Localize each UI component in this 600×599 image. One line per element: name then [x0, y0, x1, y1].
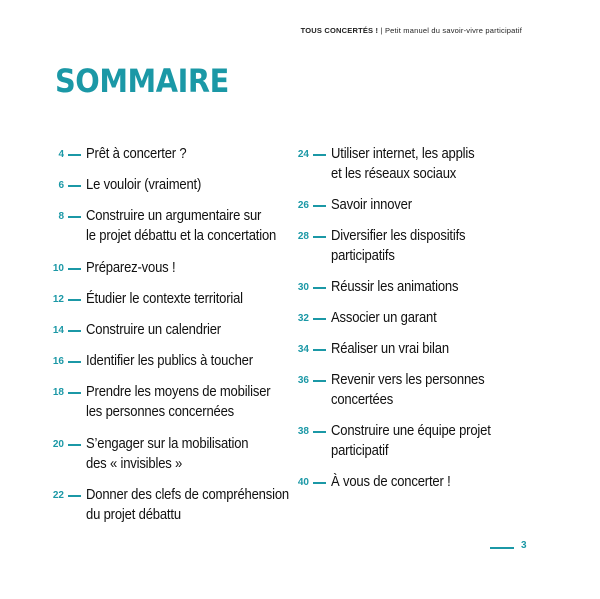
- toc-entry-line: Construire un calendrier: [86, 322, 221, 338]
- toc-page-number: 26: [297, 200, 309, 211]
- toc-entry-line: Étudier le contexte territorial: [86, 291, 243, 307]
- toc-dash: [313, 482, 326, 484]
- toc-dash: [68, 154, 81, 156]
- page-number: 3: [521, 540, 527, 551]
- toc-entry[interactable]: [45, 382, 291, 422]
- toc-entry-line: Réussir les animations: [331, 279, 459, 295]
- toc-entry-title: [86, 206, 276, 246]
- toc-dash: [68, 268, 81, 270]
- toc-page-number: 22: [52, 490, 64, 501]
- toc-entry[interactable]: [45, 175, 214, 195]
- toc-entry-title: [86, 320, 221, 340]
- toc-entry-line: participatifs: [331, 248, 395, 264]
- toc-entry-title: [86, 434, 248, 474]
- toc-entry-title: [331, 144, 474, 184]
- toc-entry-line: et les réseaux sociaux: [331, 166, 457, 182]
- toc-entry-line: concertées: [331, 392, 394, 408]
- toc-entry[interactable]: [290, 472, 464, 492]
- toc-entry-title: [331, 339, 449, 359]
- toc-dash: [68, 392, 81, 394]
- toc-dash: [68, 330, 81, 332]
- toc-entry-title: [331, 226, 465, 266]
- toc-entry-title: [86, 382, 270, 422]
- toc-page-number: 30: [297, 282, 309, 293]
- toc-page-number: 8: [58, 211, 64, 222]
- page-number-rule: [490, 547, 514, 549]
- page-title: SOMMAIRE: [55, 62, 229, 100]
- toc-entry-line: Prendre les moyens de mobiliser: [86, 384, 271, 400]
- toc-entry[interactable]: [45, 320, 236, 340]
- toc-page-number: 14: [52, 325, 64, 336]
- toc-entry[interactable]: [45, 351, 271, 371]
- toc-dash: [68, 185, 81, 187]
- toc-entry-title: [331, 472, 451, 492]
- toc-dash: [313, 236, 326, 238]
- toc-dash: [313, 154, 326, 156]
- toc-page-number: 20: [52, 439, 64, 450]
- toc-dash: [313, 205, 326, 207]
- toc-entry-title: [86, 289, 243, 309]
- toc-entry-line: Le vouloir (vraiment): [86, 177, 202, 193]
- toc-entry[interactable]: [45, 144, 198, 164]
- toc-dash: [68, 444, 81, 446]
- toc-entry[interactable]: [290, 277, 472, 297]
- toc-entry-title: [331, 421, 491, 461]
- toc-dash: [68, 299, 81, 301]
- toc-entry[interactable]: [290, 339, 462, 359]
- book-title: TOUS CONCERTÉS !: [300, 26, 379, 35]
- toc-entry-title: [331, 277, 458, 297]
- toc-entry-line: les personnes concernées: [86, 404, 235, 420]
- toc-entry-line: le projet débattu et la concertation: [86, 228, 277, 244]
- toc-entry[interactable]: [45, 206, 297, 246]
- toc-page-number: 10: [52, 263, 64, 274]
- header-separator: |: [380, 26, 385, 35]
- toc-entry-line: Préparez-vous !: [86, 260, 176, 276]
- toc-dash: [68, 361, 81, 363]
- toc-page-number: 36: [297, 375, 309, 386]
- toc-entry-line: S’engager sur la mobilisation: [86, 436, 249, 452]
- toc-entry-title: [331, 370, 484, 410]
- toc-entry[interactable]: [290, 226, 480, 266]
- toc-entry-title: [86, 144, 186, 164]
- toc-entry-line: Diversifier les dispositifs: [331, 228, 466, 244]
- toc-page-number: 24: [297, 149, 309, 160]
- toc-entry-line: Utiliser internet, les applis: [331, 146, 475, 162]
- toc-entry-title: [86, 258, 175, 278]
- toc-dash: [68, 216, 81, 218]
- toc-entry-line: Donner des clefs de compréhension: [86, 487, 289, 503]
- toc-entry-line: À vous de concerter !: [331, 474, 451, 490]
- toc-page-number: 32: [297, 313, 309, 324]
- toc-dash: [313, 318, 326, 320]
- toc-page-number: 40: [297, 477, 309, 488]
- toc-entry-title: [86, 485, 289, 525]
- toc-entry-line: participatif: [331, 443, 389, 459]
- toc-page-number: 18: [52, 387, 64, 398]
- toc-entry-title: [86, 351, 253, 371]
- toc-entry[interactable]: [45, 485, 312, 525]
- toc-entry-line: du projet débattu: [86, 507, 181, 523]
- toc-entry[interactable]: [45, 289, 260, 309]
- toc-entry-line: Construire un argumentaire sur: [86, 208, 262, 224]
- toc-entry-line: Savoir innover: [331, 197, 412, 213]
- toc-entry-line: Construire une équipe projet: [331, 423, 491, 439]
- toc-entry[interactable]: [290, 195, 421, 215]
- toc-dash: [68, 495, 81, 497]
- toc-entry-line: Revenir vers les personnes: [331, 372, 485, 388]
- toc-page-number: 4: [58, 149, 64, 160]
- book-subtitle: Petit manuel du savoir-vivre participatif: [384, 26, 522, 35]
- toc-dash: [313, 380, 326, 382]
- toc-entry-title: [86, 175, 201, 195]
- toc-entry-title: [331, 308, 437, 328]
- toc-entry-line: Réaliser un vrai bilan: [331, 341, 449, 357]
- toc-page-number: 6: [58, 180, 64, 191]
- toc-entry-line: Prêt à concerter ?: [86, 146, 187, 162]
- toc-entry-line: Associer un garant: [331, 310, 437, 326]
- toc-dash: [313, 431, 326, 433]
- toc-entry-title: [331, 195, 412, 215]
- toc-entry[interactable]: [290, 308, 448, 328]
- toc-dash: [313, 287, 326, 289]
- toc-page-number: 28: [297, 231, 309, 242]
- toc-entry-line: des « invisibles »: [86, 456, 183, 472]
- toc-page-number: 34: [297, 344, 309, 355]
- toc-entry[interactable]: [290, 421, 508, 461]
- toc-page-number: 38: [297, 426, 309, 437]
- toc-dash: [313, 349, 326, 351]
- toc-page-number: 16: [52, 356, 64, 367]
- toc-entry[interactable]: [45, 434, 266, 474]
- toc-entry[interactable]: [45, 258, 185, 278]
- toc-entry[interactable]: [290, 370, 502, 410]
- toc-entry-line: Identifier les publics à toucher: [86, 353, 253, 369]
- running-header: [301, 26, 522, 35]
- toc-page-number: 12: [52, 294, 64, 305]
- toc-entry[interactable]: [290, 144, 490, 184]
